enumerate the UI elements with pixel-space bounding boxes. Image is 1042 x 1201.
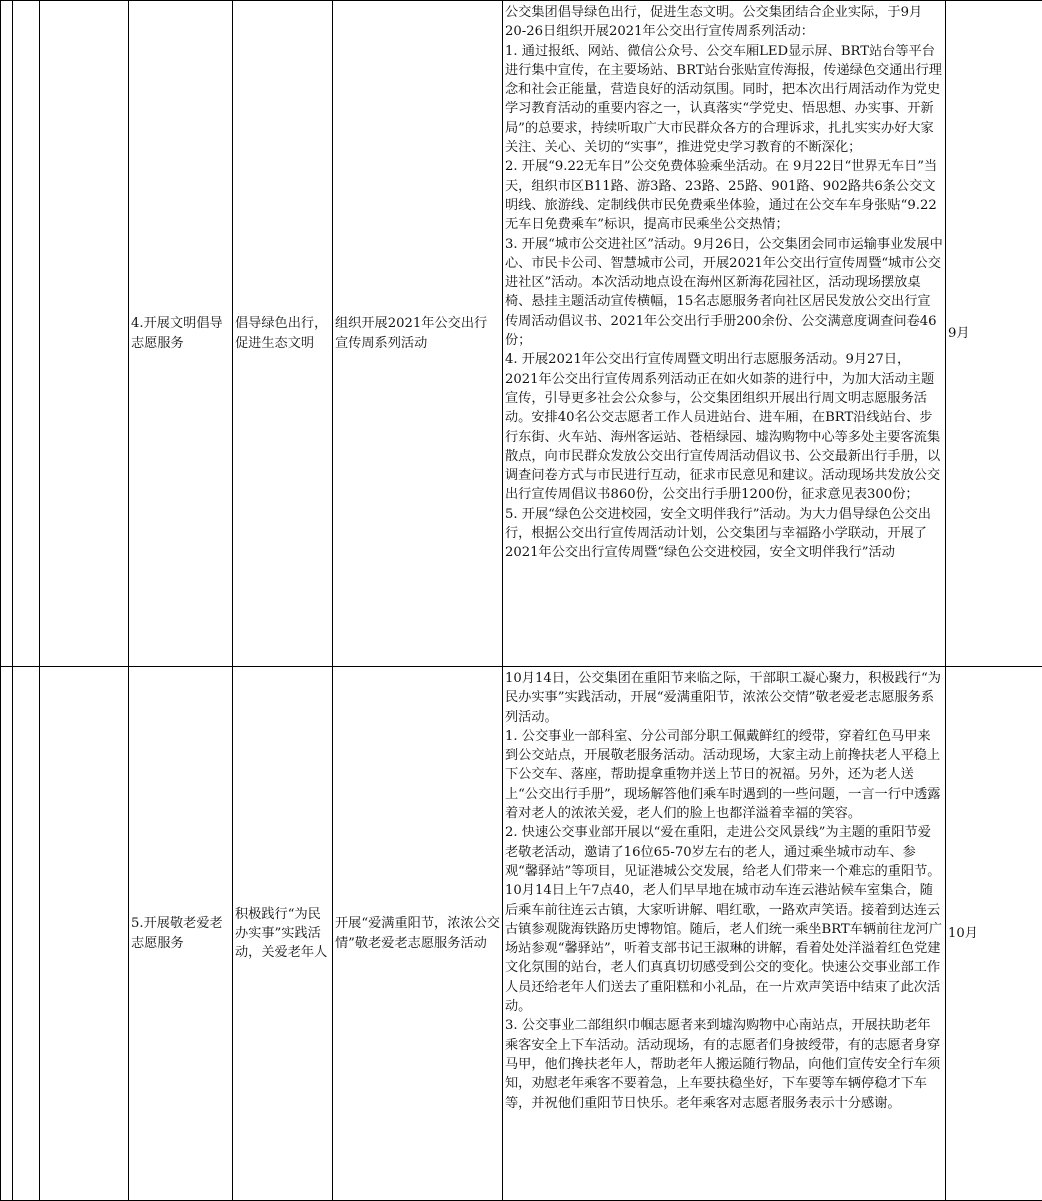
details-paragraph: 2. 快速公交事业部开展以“爱在重阳，走进公交风景线”为主题的重阳节爱老敬老活动，邀请了16位65-70岁左右的老人，通过乘坐城市动车、参观“馨驿站”等项目，见证港城公交发展，给老人们带来一个难忘的重阳节。10月14日上午7点40，老人们早早地在城市动车连云港站候车室集合，随后乘车前往连云古镇，大家听讲解、唱红歌，一路欢声笑语。接着到达连云古镇参观陇海铁路历史博物馆。随后，老人们统一乘坐BRT车辆前往龙河广场站参观“馨驿站”，听着支部书记王淑琳的讲解，看着处处洋溢着红色党建文化氛围的站台，老人们真真切切感受到公交的变化。快速公交事业部工作人员还给老年人们送去了重阳糕和小礼品，在一片欢声笑语中结束了此次活动。: [505, 823, 943, 1016]
table-row: [1, 667, 1042, 1201]
month-cell: [946, 1, 1042, 667]
activity-text: 4.开展文明倡导志愿服务: [129, 314, 232, 353]
theme-text: 倡导绿色出行，促进生态文明: [233, 314, 332, 353]
activity-cell: [129, 667, 233, 1201]
details-paragraph: 4. 开展2021年公交出行宣传周暨文明出行志愿服务活动。9月27日，2021年公交出行宣传周系列活动正在如火如荼的进行中，为加大活动主题宣传，引导更多社会公众参与，公交集团组织开展出行周文明志愿服务活动。安排40名公交志愿者工作人员进站台、进车厢，在BRT沿线站台、步行东街、火车站、海州客运站、苍梧绿园、墟沟购物中心等多处主要客流集散点，向市民群众发放公交出行宣传周活动倡议书、公交最新出行手册，以调查问卷方式与市民进行互动，征求市民意见和建议。活动现场共发放公交出行宣传周倡议书860份，公交出行手册1200份，征求意见表300份；: [505, 350, 943, 504]
project-cell: [333, 667, 503, 1201]
month-text: 9月: [946, 324, 1042, 343]
project-cell: [333, 1, 503, 667]
index-cell: [13, 667, 40, 1201]
category-cell: [40, 1, 129, 667]
activity-text: 5.开展敬老爱老志愿服务: [129, 914, 232, 953]
month-text: 10月: [946, 924, 1042, 943]
details-cell: [503, 1, 946, 667]
details-cell: [503, 667, 946, 1201]
theme-cell: [233, 667, 333, 1201]
theme-text: 积极践行“为民办实事”实践活动，关爱老年人: [233, 905, 332, 963]
details-paragraph: 2. 开展“9.22无车日”公交免费体验乘坐活动。在 9月22日“世界无车日”当天，组织市区B11路、游3路、23路、25路、901路、902路共6条公交文明线、旅游线、定制线供市民免费乘坐体验，通过在公交车车身张贴“9.22无车日免费乘车”标识，提高市民乘坐公交热情；: [505, 157, 943, 234]
details-paragraph: 3. 公交事业二部组织巾帼志愿者来到墟沟购物中心南站点，开展扶助老年乘客安全上下车活动。活动现场，有的志愿者们身披绶带，有的志愿者身穿马甲，他们搀扶老年人，帮助老年人搬运随行物品，向他们宣传安全行车须知，劝慰老年乘客不要着急，上车要扶稳坐好，下车要等车辆停稳才下车等，并祝他们重阳节日快乐。老年乘客对志愿者服务表示十分感谢。: [505, 1016, 943, 1112]
project-text: 开展“爱满重阳节，浓浓公交情”敬老爱老志愿服务活动: [333, 914, 502, 953]
left-margin-cell: [1, 667, 13, 1201]
month-cell: [946, 667, 1042, 1201]
details-paragraph: 1. 通过报纸、网站、微信公众号、公交车厢LED显示屏、BRT站台等平台进行集中宣传，在主要场站、BRT站台张贴宣传海报，传递绿色交通出行理念和社会正能量，营造良好的活动氛围。同时，把本次出行周活动作为党史学习教育活动的重要内容之一，认真落实“学党史、悟思想、办实事、开新局”的总要求，持续听取广大市民群众各方的合理诉求，扎扎实实办好大家关注、关心、关切的“实事”，推进党史学习教育的不断深化；: [505, 42, 943, 158]
project-text: 组织开展2021年公交出行宣传周系列活动: [333, 314, 502, 353]
activity-cell: [129, 1, 233, 667]
details-paragraph: 10月14日，公交集团在重阳节来临之际，干部职工凝心聚力，积极践行“为民办实事”实践活动，开展“爱满重阳节，浓浓公交情”敬老爱老志愿服务系列活动。: [505, 669, 943, 727]
theme-cell: [233, 1, 333, 667]
details-paragraph: 公交集团倡导绿色出行，促进生态文明。公交集团结合企业实际，于9月20-26日组织开展2021年公交出行宣传周系列活动：: [505, 3, 943, 42]
details-paragraph: 1. 公交事业一部科室、分公司部分职工佩戴鲜红的绶带，穿着红色马甲来到公交站点，开展敬老服务活动。活动现场，大家主动上前搀扶老人平稳上下公交车、落座，帮助提拿重物并送上节日的祝福。另外，还为老人送上“公交出行手册”，现场解答他们乘车时遇到的一些问题，一言一行中透露着对老人的浓浓关爱，老人们的脸上也都洋溢着幸福的笑容。: [505, 727, 943, 823]
details-paragraph: 5. 开展“绿色公交进校园，安全文明伴我行”活动。为大力倡导绿色公交出行，根据公交出行宣传周活动计划，公交集团与幸福路小学联动，开展了2021年公交出行宣传周暨“绿色公交进校园，安全文明伴我行”活动: [505, 505, 943, 563]
category-cell: [40, 667, 129, 1201]
left-margin-cell: [1, 1, 13, 667]
table-row: [1, 1, 1042, 667]
details-paragraph: 3. 开展“城市公交进社区”活动。9月26日，公交集团会同市运输事业发展中心、市民卡公司、智慧城市公司，开展2021年公交出行宣传周暨“城市公交进社区”活动。本次活动地点设在海州区新海花园社区，活动现场摆放桌椅、悬挂主题活动宣传横幅，15名志愿服务者向社区居民发放公交出行宣传周活动倡议书、2021年公交出行手册200余份、公交满意度调查问卷46份；: [505, 235, 943, 351]
index-cell: [13, 1, 40, 667]
